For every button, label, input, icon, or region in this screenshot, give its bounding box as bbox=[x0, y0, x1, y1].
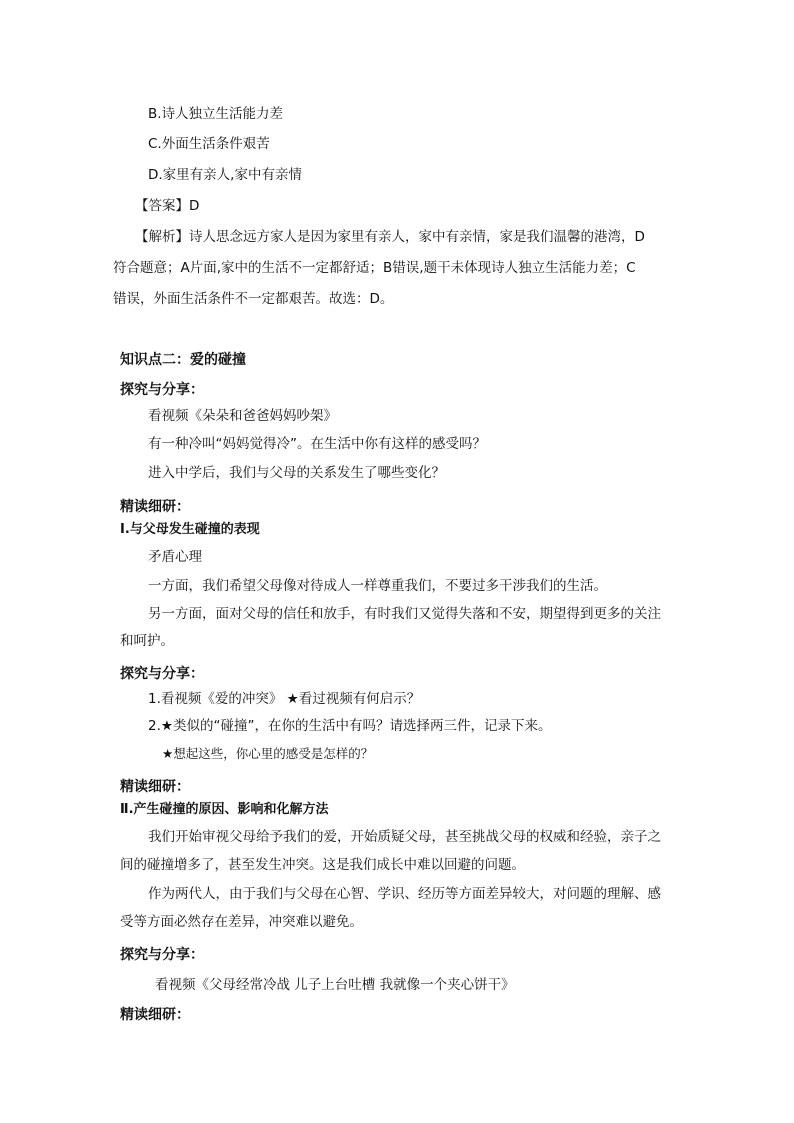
option-c: C.外面生活条件艰苦 bbox=[148, 136, 270, 152]
analysis-line-2: 符合题意；A片面,家中的生活不一定都舒适；B错误,题干未体现诗人独立生活能力差；C bbox=[113, 260, 636, 276]
read-heading-1: 精读细研： bbox=[120, 499, 190, 515]
read1-line-1: 矛盾心理 bbox=[148, 549, 202, 565]
read1-line-2: 一方面，我们希望父母像对待成人一样尊重我们，不要过多干涉我们的生活。 bbox=[148, 578, 607, 594]
section-title: 知识点二：爱的碰撞 bbox=[120, 352, 246, 368]
explore1-line-3: 进入中学后，我们与父母的关系发生了哪些变化？ bbox=[148, 465, 445, 481]
read-heading-3: 精读细研： bbox=[120, 1007, 190, 1023]
read1-subheading: Ⅰ.与父母发生碰撞的表现 bbox=[120, 522, 260, 537]
explore-heading-1: 探究与分享： bbox=[120, 382, 204, 398]
explore-heading-3: 探究与分享： bbox=[120, 947, 204, 963]
option-d: D.家里有亲人,家中有亲情 bbox=[148, 167, 302, 183]
read2-line-2: 间的碰撞增多了，甚至发生冲突。这是我们成长中难以回避的问题。 bbox=[120, 857, 525, 873]
explore3-line-1: 看视频《父母经常冷战 儿子上台吐槽 我就像一个夹心饼干》 bbox=[155, 977, 515, 993]
answer-line: 【答案】D bbox=[135, 198, 200, 214]
explore2-line-2: 2.★类似的“碰撞”，在你的生活中有吗？请选择两三件，记录下来。 bbox=[148, 718, 552, 734]
read1-line-4: 和呵护。 bbox=[120, 633, 174, 649]
explore2-line-3: ★想起这些，你心里的感受是怎样的？ bbox=[162, 746, 374, 761]
read2-line-4: 受等方面必然存在差异，冲突难以避免。 bbox=[120, 914, 363, 930]
explore-heading-2: 探究与分享： bbox=[120, 666, 204, 682]
read2-line-3: 作为两代人，由于我们与父母在心智、学识、经历等方面差异较大，对问题的理解、感 bbox=[148, 886, 661, 902]
read2-line-1: 我们开始审视父母给予我们的爱，开始质疑父母，甚至挑战父母的权威和经验，亲子之 bbox=[148, 829, 661, 845]
option-b: B.诗人独立生活能力差 bbox=[148, 106, 284, 122]
read-heading-2: 精读细研： bbox=[120, 779, 190, 795]
read2-subheading: Ⅱ.产生碰撞的原因、影响和化解方法 bbox=[120, 802, 329, 817]
explore2-line-1: 1.看视频《爱的冲突》 ★看过视频有何启示？ bbox=[148, 691, 421, 707]
analysis-line-1: 【解析】诗人思念远方家人是因为家里有亲人，家中有亲情，家是我们温馨的港湾，D bbox=[135, 229, 645, 245]
explore1-line-1: 看视频《朵朵和爸爸妈妈吵架》 bbox=[148, 408, 337, 424]
explore1-line-2: 有一种冷叫“妈妈觉得冷”。在生活中你有这样的感受吗？ bbox=[148, 436, 486, 452]
read1-line-3: 另一方面，面对父母的信任和放手，有时我们又觉得失落和不安，期望得到更多的关注 bbox=[148, 606, 661, 622]
analysis-line-3: 错误，外面生活条件不一定都艰苦。故选：D。 bbox=[113, 291, 394, 307]
